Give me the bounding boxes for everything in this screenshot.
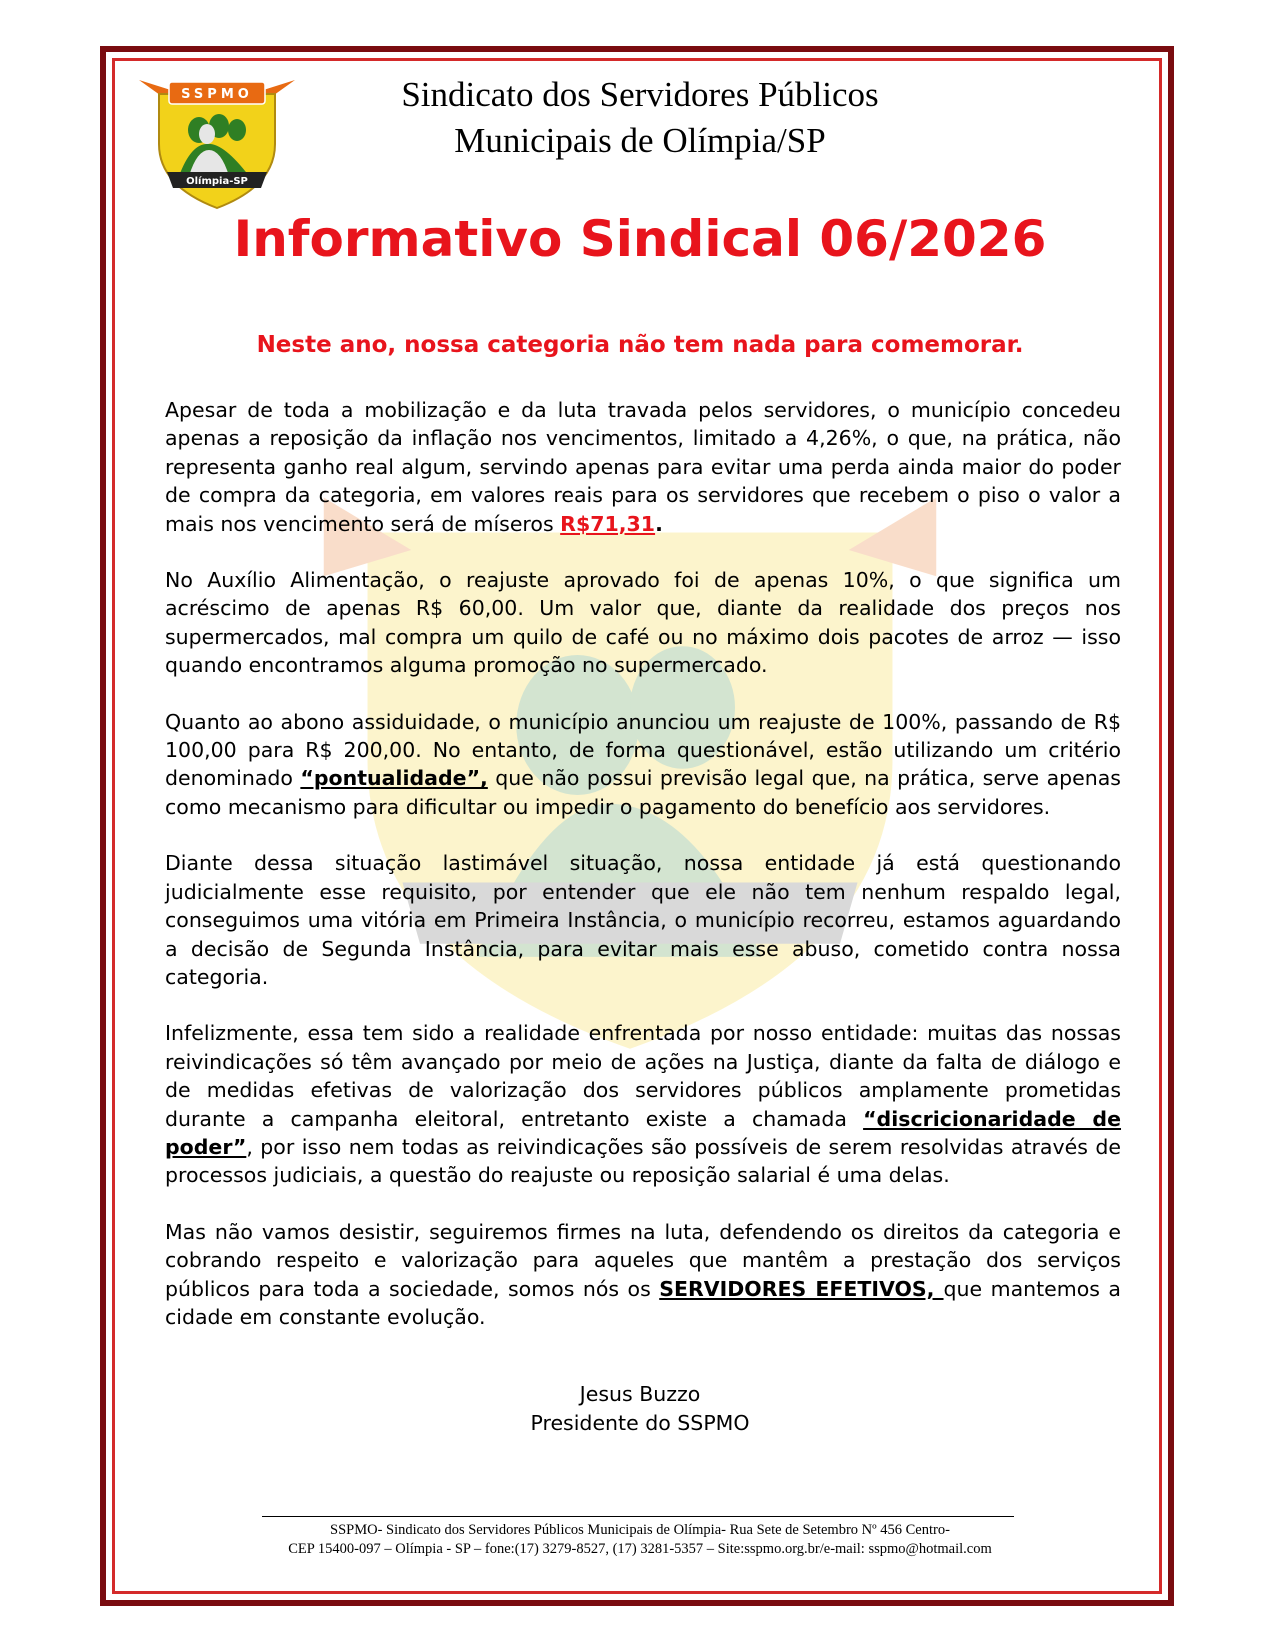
paragraph-3	[165, 708, 1121, 822]
signature-block	[440, 1380, 840, 1438]
footer	[230, 1521, 1050, 1559]
paragraph-6-end: que mantemos a cidade em constante evolução.	[165, 1276, 1121, 1329]
paragraph-5-end: , por isso nem todas as reivindicações são possíveis de serem resolvidas através de processos judiciais, a questão do reajuste ou reposição salarial é uma delas.	[165, 1134, 1121, 1188]
paragraph-1	[165, 396, 1121, 538]
highlight-pontualidade: “pontualidade”,	[300, 766, 488, 791]
footer-line-2: CEP 15400-097 – Olímpia - SP – fone:(17) 3279-8527, (17) 3281-5357 – Site:sspmo.org.br/e-mail: sspmo@hotmail.com	[288, 1541, 992, 1557]
document-title: Informativo Sindical 06/2026	[233, 210, 1047, 268]
paragraph-3-end: que não possui previsão legal que, na prática, serve apenas como mecanismo para dificultar ou impedir o pagamento do benefício aos servidores.	[165, 766, 1121, 819]
logo-text: SSPMO	[181, 87, 253, 102]
document-body	[165, 396, 1121, 1359]
footer-divider	[262, 1516, 1014, 1517]
paragraph-5-start: Infelizmente, essa tem sido a realidade enfrentada por nosso entidade: muitas das nossas reivindicações só têm avançado por meio de ações na Justiça, diante da falta de diálogo e de medidas efetivas de valorização dos servidores públicos amplamente prometidas durante a campanha eleitoral, entretanto existe a chamada	[165, 1021, 1121, 1131]
organization-name	[310, 72, 970, 164]
signature-name: Jesus Buzzo	[579, 1382, 701, 1406]
paragraph-1-end: .	[655, 511, 663, 536]
paragraph-5	[165, 1019, 1121, 1189]
footer-line-1: SSPMO- Sindicato dos Servidores Públicos Municipais de Olímpia- Rua Sete de Setembro Nº 456 Centro-	[330, 1522, 950, 1538]
org-line-1: Sindicato dos Servidores Públicos	[401, 75, 879, 114]
logo-subtext: Olímpia-SP	[186, 176, 248, 187]
org-line-2: Municipais de Olímpia/SP	[454, 121, 826, 160]
signature-role: Presidente do SSPMO	[530, 1411, 750, 1435]
sspmo-logo	[137, 72, 297, 212]
document-subtitle: Neste ano, nossa categoria não tem nada para comemorar.	[256, 332, 1024, 358]
highlight-value: R$71,31	[560, 511, 656, 536]
paragraph-3-start: Quanto ao abono assiduidade, o município anunciou um reajuste de 100%, passando de R$ 100,00 para R$ 200,00. No entanto, de forma questionável, estão utilizando um critério denominado	[165, 709, 1121, 791]
paragraph-6	[165, 1218, 1121, 1332]
paragraph-4: Diante dessa situação lastimável situação, nossa entidade já está questionando judicialmente esse requisito, por entender que ele não tem nenhum respaldo legal, conseguimos uma vitória em Primeira Instância, o município recorreu, estamos aguardando a decisão de Segunda Instância, para evitar mais esse abuso, cometido contra nossa categoria.	[165, 851, 1121, 989]
paragraph-2: No Auxílio Alimentação, o reajuste aprovado foi de apenas 10%, o que significa um acréscimo de apenas R$ 60,00. Um valor que, diante da realidade dos preços nos supermercados, mal compra um quilo de café ou no máximo dois pacotes de arroz — isso quando encontramos alguma promoção no supermercado.	[165, 568, 1121, 678]
highlight-servidores: SERVIDORES EFETIVOS,	[659, 1276, 944, 1301]
paragraph-6-start: Mas não vamos desistir, seguiremos firmes na luta, defendendo os direitos da categoria e cobrando respeito e valorização para aqueles que mantêm a prestação dos serviços públicos para toda a sociedade, somos nós os	[165, 1219, 1121, 1301]
paragraph-1-text: Apesar de toda a mobilização e da luta travada pelos servidores, o município concedeu apenas a reposição da inflação nos vencimentos, limitado a 4,26%, o que, na prática, não representa ganho real algum, servindo apenas para evitar uma perda ainda maior do poder de compra da categoria, em valores reais para os servidores que recebem o piso o valor a mais nos vencimento será de míseros	[165, 398, 1121, 536]
highlight-discricionaridade: “discricionaridade de poder”	[165, 1106, 1122, 1159]
